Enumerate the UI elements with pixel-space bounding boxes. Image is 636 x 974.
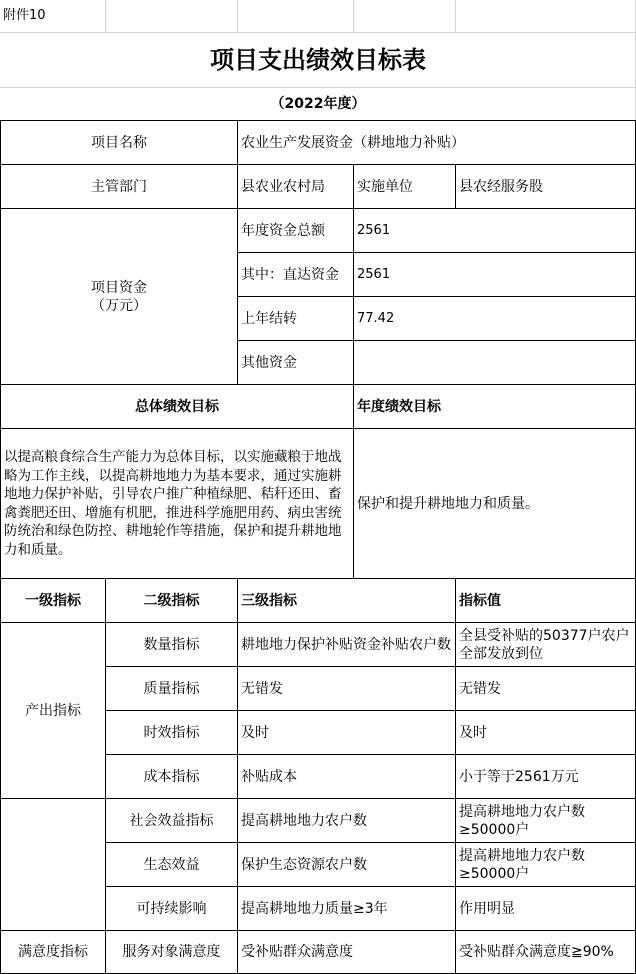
overall-goal-text: 以提高粮食综合生产能力为总体目标，以实施藏粮于地战略为工作主线，以提高耕地地力为基本要求，通过实施耕地地力保护补贴，引导农户推广种植绿肥、秸秆还田、畜禽粪肥还田、增施有机肥，推进科学施肥用药、病虫害统防统治和绿色防控、耕地轮作等措施，保护和提升耕地地力和质量。 bbox=[4, 449, 342, 558]
level2-cell: 可持续影响 bbox=[136, 900, 207, 917]
funds-total-label: 年度资金总额 bbox=[241, 222, 325, 239]
level2-cell: 社会效益指标 bbox=[129, 812, 214, 829]
impl-value: 县农经服务股 bbox=[459, 178, 543, 195]
funds-label-line2: （万元） bbox=[91, 297, 147, 314]
level3-cell: 及时 bbox=[241, 724, 269, 741]
level2-cell: 数量指标 bbox=[143, 636, 200, 653]
level3-cell: 提高耕地地力农户数 bbox=[241, 812, 367, 829]
dept-label: 主管部门 bbox=[91, 178, 147, 195]
project-name-value: 农业生产发展资金（耕地地力补贴） bbox=[241, 134, 465, 151]
funds-other-value bbox=[354, 341, 635, 384]
level3-cell: 受补贴群众满意度 bbox=[241, 944, 353, 960]
funds-carryover-value: 77.42 bbox=[357, 310, 395, 326]
funds-other-label: 其他资金 bbox=[241, 354, 297, 371]
funds-carryover-label: 上年结转 bbox=[241, 310, 297, 327]
value-cell: 提高耕地地力农户数≥50000户 bbox=[459, 847, 585, 882]
level3-cell: 保护生态资源农户数 bbox=[241, 856, 367, 873]
header-level3: 三级指标 bbox=[241, 592, 297, 609]
level2-cell: 时效指标 bbox=[143, 724, 200, 741]
value-cell: 全县受补贴的50377户农户全部发放到位 bbox=[459, 627, 630, 662]
level1-output: 产出指标 bbox=[25, 702, 81, 719]
level1-satisfaction: 满意度指标 bbox=[18, 944, 88, 960]
level3-cell: 提高耕地地力质量≥3年 bbox=[241, 900, 388, 917]
level2-cell: 服务对象满意度 bbox=[122, 944, 221, 960]
funds-label-line1: 项目资金 bbox=[91, 279, 147, 296]
header-level2: 二级指标 bbox=[143, 592, 200, 609]
level3-cell: 耕地地力保护补贴资金补贴农户数 bbox=[241, 636, 451, 653]
funds-label bbox=[1, 209, 237, 384]
header-level1: 一级指标 bbox=[25, 592, 81, 609]
annual-goal-header: 年度绩效目标 bbox=[357, 398, 441, 415]
value-cell: 无错发 bbox=[459, 680, 501, 697]
grid-line bbox=[353, 0, 354, 32]
attachment-label: 附件10 bbox=[3, 8, 46, 23]
funds-direct-value: 2561 bbox=[357, 266, 391, 282]
value-cell: 提高耕地地力农户数≥50000户 bbox=[459, 803, 585, 838]
value-cell: 作用明显 bbox=[459, 900, 515, 917]
annual-goal-text: 保护和提升耕地地力和质量。 bbox=[357, 495, 539, 512]
year-label: （2022年度） bbox=[270, 96, 366, 112]
level2-cell: 质量指标 bbox=[143, 680, 200, 697]
level1-effect bbox=[1, 799, 105, 930]
impl-label: 实施单位 bbox=[357, 178, 413, 195]
level3-cell: 无错发 bbox=[241, 680, 283, 697]
funds-total-value: 2561 bbox=[357, 222, 391, 238]
overall-goal-header: 总体绩效目标 bbox=[135, 398, 219, 415]
dept-value: 县农业农村局 bbox=[241, 178, 325, 195]
value-cell: 小于等于2561万元 bbox=[459, 768, 579, 785]
funds-direct-label: 其中：直达资金 bbox=[241, 266, 339, 283]
value-cell: 及时 bbox=[459, 724, 487, 741]
grid-line bbox=[455, 0, 456, 32]
level3-cell: 补贴成本 bbox=[241, 768, 297, 785]
page-title: 项目支出绩效目标表 bbox=[210, 46, 426, 74]
level2-cell: 成本指标 bbox=[143, 768, 200, 785]
grid-line bbox=[237, 0, 238, 32]
project-name-label: 项目名称 bbox=[91, 134, 147, 151]
level2-cell: 生态效益 bbox=[143, 856, 200, 873]
header-value: 指标值 bbox=[459, 592, 501, 609]
value-cell: 受补贴群众满意度≧90% bbox=[459, 944, 614, 960]
grid-line bbox=[105, 0, 106, 32]
